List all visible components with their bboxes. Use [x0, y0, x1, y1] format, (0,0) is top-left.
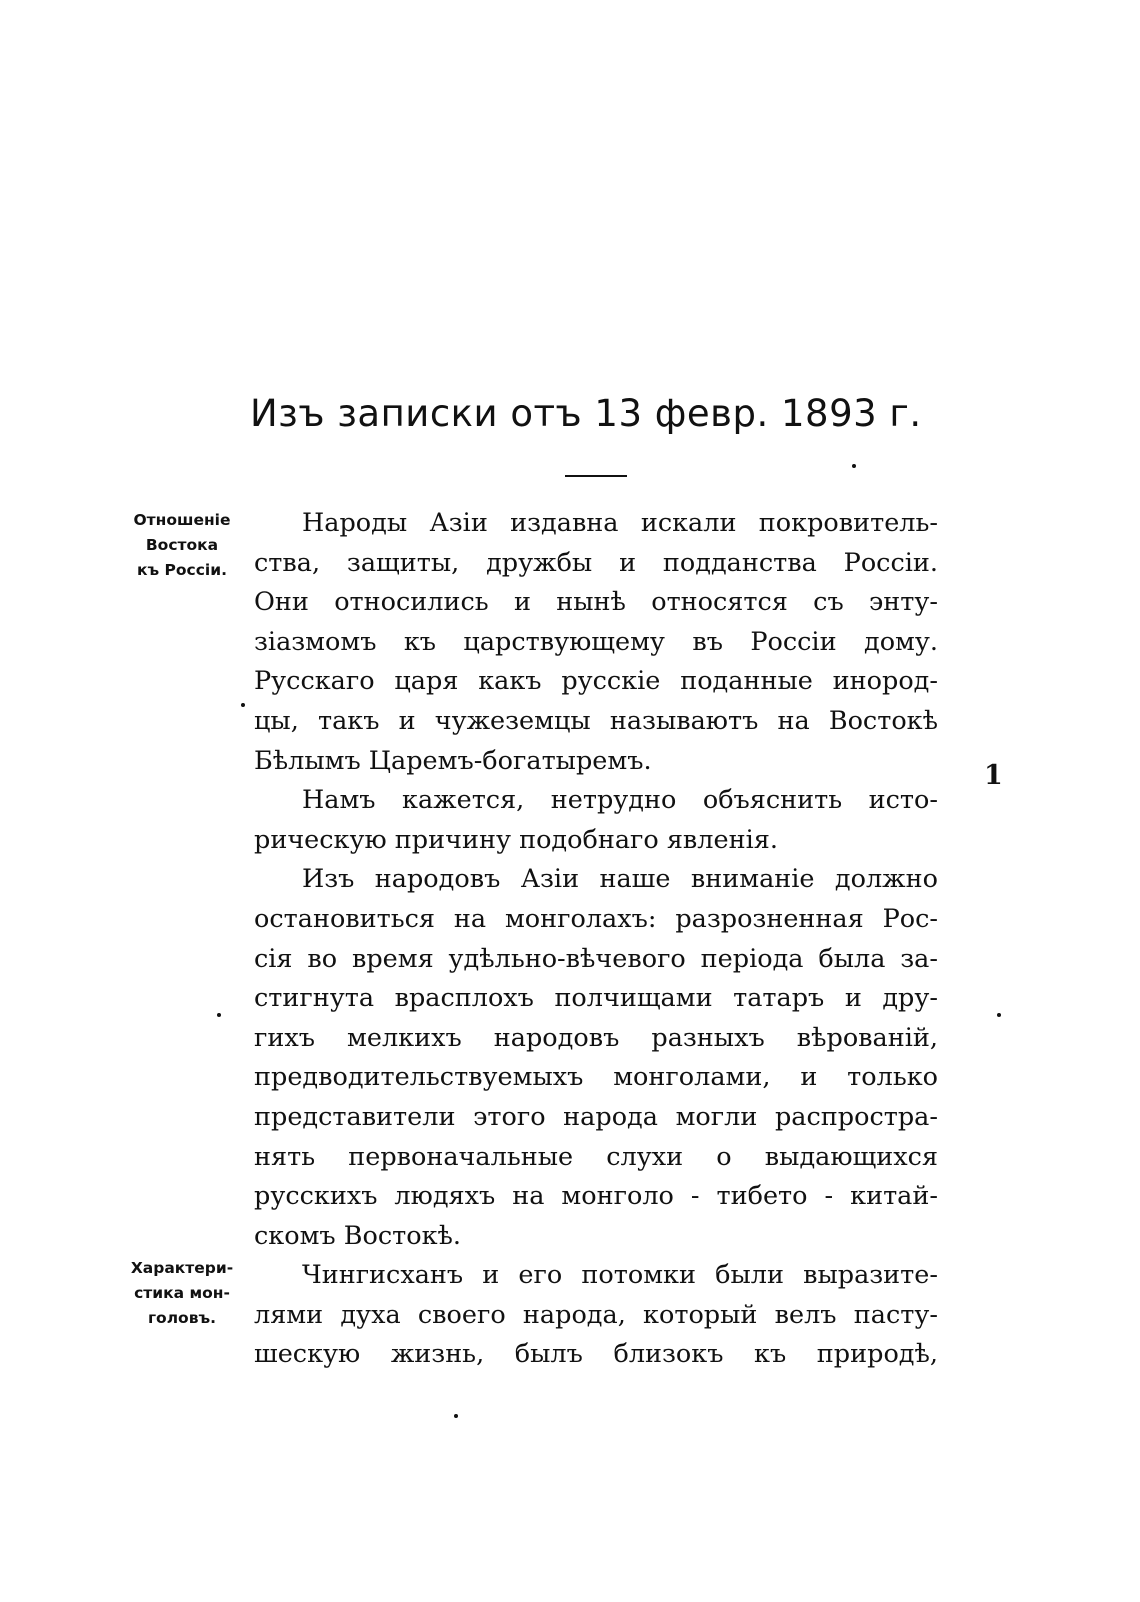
text-line: русскихъ людяхъ на монголо - тибето - китай- [254, 1181, 938, 1212]
text-line: Они относились и нынѣ относятся съ энту- [254, 587, 938, 618]
text-line: скомъ Востокѣ. [254, 1220, 461, 1251]
margin-note-line: къ Россіи. [136, 561, 227, 579]
text-line: стигнута врасплохъ полчищами татаръ и дру- [254, 983, 938, 1014]
text-line: Чингисханъ и его потомки были выразите- [302, 1260, 938, 1291]
text-line: Народы Азіи издавна искали покровитель- [302, 508, 938, 538]
text-line: шескую жизнь, былъ близокъ къ природѣ, [254, 1339, 938, 1370]
text-line: цы, такъ и чужеземцы называютъ на Востокѣ [254, 705, 938, 736]
margin-note-line: Востока [145, 536, 219, 554]
print-speck [454, 1414, 458, 1418]
text-line: нять первоначальные слухи о выдающихся [254, 1141, 938, 1172]
text-line: представители этого народа могли распростра- [254, 1101, 938, 1132]
text-line: лями духа своего народа, который велъ пасту- [254, 1299, 938, 1330]
margin-note-line: головъ. [147, 1309, 217, 1327]
title-rule [565, 475, 627, 477]
margin-note-line: стика мон- [134, 1284, 230, 1302]
text-line: Бѣлымъ Царемъ-богатыремъ. [254, 745, 652, 776]
text-line: Изъ народовъ Азіи наше вниманіе должно [302, 864, 938, 895]
print-speck [217, 1013, 221, 1017]
body-text [254, 504, 938, 1375]
text-line: ства, защиты, дружбы и подданства Россіи. [254, 547, 938, 578]
text-line: зіазмомъ къ царствующему въ Россіи дому. [254, 626, 938, 657]
text-line: остановиться на монголахъ: разрозненная Рос- [254, 903, 938, 934]
text-line: гихъ мелкихъ народовъ разныхъ вѣрованій, [254, 1022, 938, 1053]
margin-note-line: Отношеніе [133, 511, 231, 529]
text-line: Намъ кажется, нетрудно объяснить исто- [302, 785, 938, 816]
text-line: сія во время удѣльно-вѣчевого періода была за- [254, 943, 938, 974]
page-number: 1 [984, 760, 1003, 791]
page-title: Изъ записки отъ 13 февр. 1893 г. [250, 392, 922, 435]
margin-note-relations [118, 508, 246, 583]
print-speck [997, 1013, 1001, 1017]
text-line: Русскаго царя какъ русскіе поданные инород- [254, 666, 938, 697]
text-line: предводительствуемыхъ монголами, и только [254, 1062, 938, 1093]
text-line: рическую причину подобнаго явленія. [254, 824, 778, 855]
margin-note-line: Характери- [130, 1259, 234, 1277]
print-speck [852, 464, 856, 468]
print-speck [241, 703, 245, 707]
margin-note-characteristics [118, 1256, 246, 1331]
